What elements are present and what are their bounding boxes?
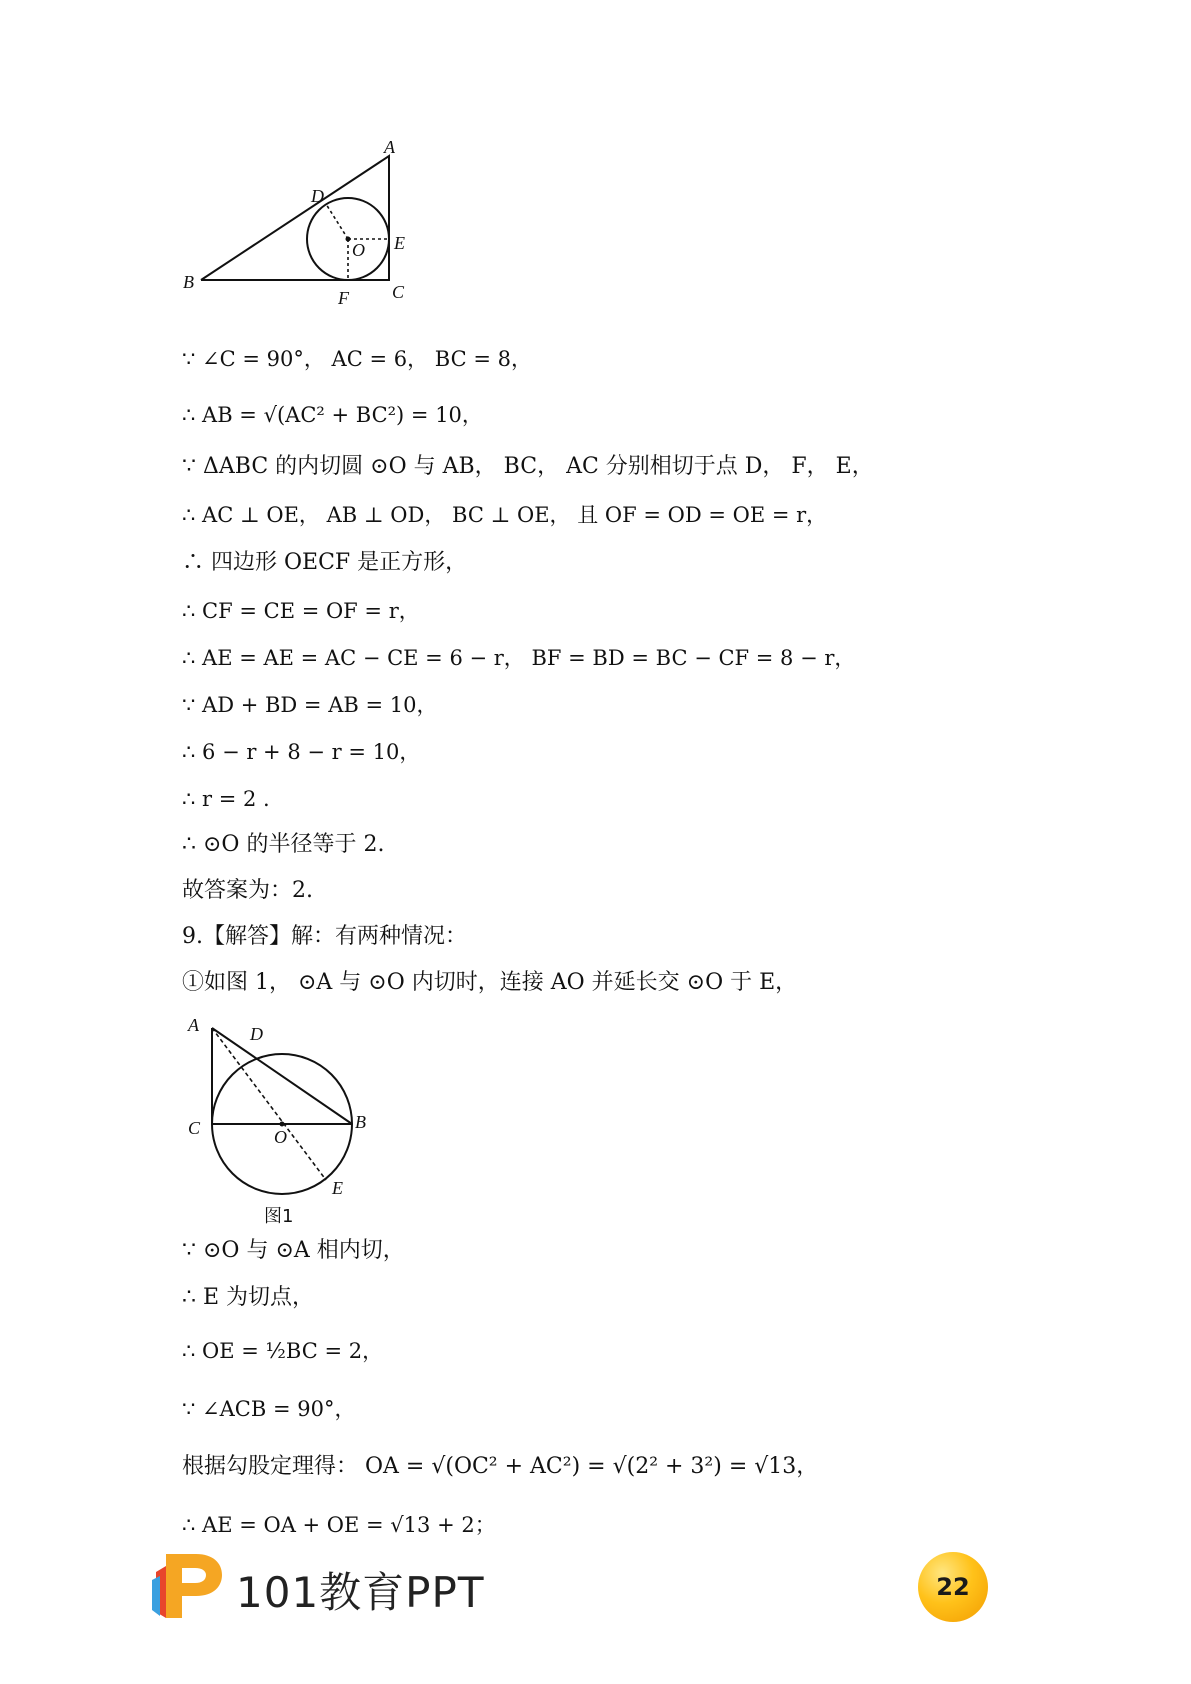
label-o: O	[352, 240, 365, 260]
label-b: B	[183, 272, 194, 292]
label-d: D	[250, 1024, 263, 1044]
center-point	[280, 1122, 285, 1127]
text-line: ∴ CF = CE = OF = r，	[182, 599, 420, 623]
brand-name: 101教育PPT	[236, 1568, 485, 1617]
text-line: ∵ ⊙O 与 ⊙A 相内切，	[182, 1238, 405, 1263]
segment-ae	[212, 1028, 326, 1180]
text-line: ∴ AE = OA + OE = √13 + 2；	[182, 1513, 496, 1537]
text-line: ∴ AE = AE = AC − CE = 6 − r， BF = BD = BC − CF = 8 − r，	[182, 646, 856, 670]
text-line: ∴ OE = ½BC = 2，	[182, 1339, 384, 1363]
text-line: ∴ AB = √(AC² + BC²) = 10，	[182, 403, 483, 427]
text-line: ∴ 四边形 OECF 是正方形，	[182, 550, 468, 575]
text-line: ∴ ⊙O 的半径等于 2.	[182, 832, 385, 857]
label-d: D	[311, 186, 324, 206]
text-line: ∵ ∠ACB = 90°，	[182, 1397, 356, 1421]
label-c: C	[188, 1118, 201, 1138]
label-e: E	[394, 233, 405, 253]
text-line: 故答案为：2.	[182, 878, 313, 903]
segment-ab	[212, 1028, 352, 1124]
text-line: ∴ AC ⊥ OE， AB ⊥ OD， BC ⊥ OE， 且 OF = OD = OE = r，	[182, 503, 828, 527]
label-e: E	[332, 1178, 343, 1198]
text-line: ∴ 6 − r + 8 − r = 10，	[182, 740, 421, 764]
page-number: 22	[936, 1573, 970, 1601]
text-line: 根据勾股定理得： OA = √(OC² + AC²) = √(2² + 3²) = √13，	[182, 1454, 819, 1479]
text-line: ∴ r = 2 .	[182, 787, 270, 811]
label-o: O	[274, 1127, 287, 1147]
text-line: ∵ ΔABC 的内切圆 ⊙O 与 AB， BC， AC 分别相切于点 D， F， E，	[182, 454, 874, 479]
center-point	[346, 237, 351, 242]
incircle-figure	[178, 140, 438, 330]
page-number-badge	[918, 1552, 988, 1622]
radius-od	[326, 204, 348, 239]
tangent-circles-figure	[180, 1010, 380, 1230]
label-a: A	[384, 140, 395, 157]
figure-caption: 图1	[264, 1206, 294, 1227]
label-b: B	[355, 1112, 366, 1132]
label-f: F	[338, 288, 349, 308]
text-line: 9.【解答】解：有两种情况：	[182, 924, 467, 949]
text-line: ①如图 1， ⊙A 与 ⊙O 内切时，连接 AO 并延长交 ⊙O 于 E，	[182, 970, 798, 995]
text-line: ∴ E 为切点，	[182, 1285, 315, 1310]
text-line: ∵ AD + BD = AB = 10，	[182, 693, 438, 717]
text-line: ∵ ∠C = 90°， AC = 6， BC = 8，	[182, 347, 532, 371]
brand-logo-icon	[152, 1546, 232, 1626]
label-a: A	[188, 1015, 199, 1035]
label-c: C	[392, 282, 405, 302]
triangle-abc	[201, 156, 389, 280]
